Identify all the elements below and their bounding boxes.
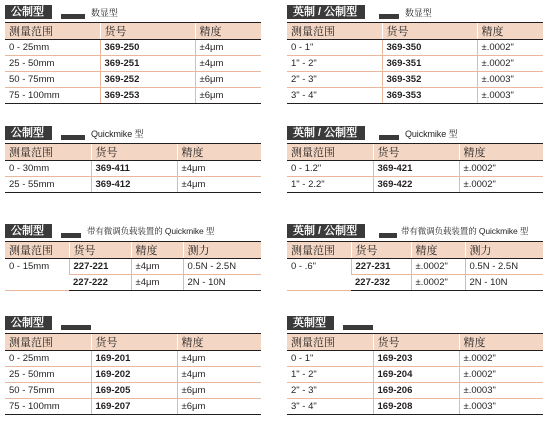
range-cell: 50 - 75mm	[5, 72, 100, 88]
section-tag: 英制 / 公制型	[287, 5, 365, 19]
table-header-row	[5, 334, 261, 351]
spec-table	[5, 333, 261, 415]
section-header	[5, 316, 261, 330]
accuracy-cell: ±6μm	[195, 72, 261, 88]
section-rule	[61, 325, 91, 330]
section-rule	[379, 14, 399, 19]
section-header	[287, 126, 543, 140]
section-header	[5, 5, 261, 19]
code-cell: 169-203	[373, 351, 459, 367]
code-header: 货号	[373, 334, 459, 351]
accuracy-cell: ±.0002"	[477, 40, 543, 56]
range-cell: 25 - 50mm	[5, 367, 91, 383]
table-header-row	[287, 334, 543, 351]
range-cell: 3" - 4"	[287, 399, 373, 415]
table-row	[287, 161, 543, 177]
range-cell: 75 - 100mm	[5, 399, 91, 415]
spec-table	[287, 241, 543, 291]
table-row	[287, 177, 543, 193]
table-row	[5, 88, 261, 104]
metric-quickmike-load-section	[5, 224, 261, 291]
range-header: 测量范围	[5, 334, 91, 351]
table-row	[5, 259, 261, 275]
code-cell: 227-222	[69, 275, 131, 291]
section-rule	[61, 233, 81, 238]
range-header: 测量范围	[287, 334, 373, 351]
accuracy-cell: ±4μm	[177, 367, 261, 383]
section-tag: 英制型	[287, 316, 334, 330]
table-header-row	[287, 23, 543, 40]
code-cell: 369-251	[100, 56, 195, 72]
table-row	[287, 367, 543, 383]
code-header: 货号	[373, 144, 459, 161]
range-cell: 1" - 2"	[287, 367, 373, 383]
section-subtitle: 数显型	[405, 8, 432, 18]
accuracy-cell: ±6μm	[177, 383, 261, 399]
range-header: 测量范围	[287, 23, 382, 40]
section-rule	[61, 14, 85, 19]
range-cell: 0 - .6"	[287, 259, 351, 291]
section-header	[5, 224, 261, 238]
code-cell: 369-253	[100, 88, 195, 104]
table-row	[5, 399, 261, 415]
range-cell: 1" - 2"	[287, 56, 382, 72]
section-rule	[343, 325, 373, 330]
code-cell: 369-353	[382, 88, 477, 104]
section-subtitle: 带有微调负载装置的 Quickmike 型	[87, 226, 215, 236]
range-cell: 0 - 25mm	[5, 40, 100, 56]
table-header-row	[287, 144, 543, 161]
range-cell: 0 - 1.2"	[287, 161, 373, 177]
metric-quickmike-section	[5, 126, 261, 193]
accuracy-header: 精度	[459, 334, 543, 351]
force-cell: 2N - 10N	[183, 275, 261, 291]
code-cell: 369-250	[100, 40, 195, 56]
code-cell: 169-207	[91, 399, 177, 415]
table-header-row	[5, 144, 261, 161]
table-row	[5, 367, 261, 383]
section-tag: 英制 / 公制型	[287, 224, 365, 238]
accuracy-header: 精度	[131, 242, 183, 259]
code-cell: 227-231	[351, 259, 411, 275]
range-cell: 0 - 30mm	[5, 161, 91, 177]
accuracy-cell: ±6μm	[177, 399, 261, 415]
section-tag: 公制型	[5, 316, 52, 330]
section-subtitle: 带有微调负载装置的 Quickmike 型	[401, 226, 529, 236]
code-cell: 369-350	[382, 40, 477, 56]
accuracy-header: 精度	[477, 23, 543, 40]
range-cell: 0 - 1"	[287, 351, 373, 367]
metric-section	[5, 316, 261, 415]
range-cell: 0 - 15mm	[5, 259, 69, 291]
code-cell: 369-421	[373, 161, 459, 177]
table-row	[5, 40, 261, 56]
accuracy-header: 精度	[177, 144, 261, 161]
accuracy-cell: ±.0002"	[411, 275, 465, 291]
accuracy-cell: ±.0003"	[477, 88, 543, 104]
section-header	[287, 316, 543, 330]
table-row	[287, 383, 543, 399]
code-header: 货号	[69, 242, 131, 259]
code-cell: 227-232	[351, 275, 411, 291]
accuracy-header: 精度	[411, 242, 465, 259]
code-cell: 169-206	[373, 383, 459, 399]
force-cell: 0.5N - 2.5N	[465, 259, 543, 275]
accuracy-cell: ±4μm	[177, 351, 261, 367]
table-row	[5, 351, 261, 367]
table-header-row	[5, 23, 261, 40]
imperial-section	[287, 316, 543, 415]
section-header	[287, 5, 543, 19]
spec-table	[5, 241, 261, 291]
spec-table	[287, 333, 543, 415]
accuracy-cell: ±4μm	[177, 177, 261, 193]
table-row	[287, 351, 543, 367]
code-cell: 169-208	[373, 399, 459, 415]
accuracy-cell: ±.0003"	[459, 399, 543, 415]
imperial-metric-quickmike-section	[287, 126, 543, 193]
accuracy-cell: ±6μm	[195, 88, 261, 104]
accuracy-cell: ±.0002"	[459, 351, 543, 367]
accuracy-cell: ±.0002"	[411, 259, 465, 275]
accuracy-cell: ±.0003"	[477, 72, 543, 88]
accuracy-cell: ±4μm	[195, 56, 261, 72]
range-header: 测量范围	[5, 23, 100, 40]
table-row	[287, 40, 543, 56]
spec-table	[5, 22, 261, 104]
table-row	[5, 383, 261, 399]
table-row	[5, 72, 261, 88]
code-cell: 369-422	[373, 177, 459, 193]
accuracy-cell: ±4μm	[177, 161, 261, 177]
section-header	[5, 126, 261, 140]
code-header: 货号	[91, 334, 177, 351]
table-row	[287, 56, 543, 72]
spec-table	[287, 22, 543, 104]
range-cell: 1" - 2.2"	[287, 177, 373, 193]
accuracy-header: 精度	[459, 144, 543, 161]
code-cell: 369-412	[91, 177, 177, 193]
spec-table	[287, 143, 543, 193]
section-rule	[379, 233, 397, 238]
code-cell: 369-352	[382, 72, 477, 88]
section-subtitle: Quickmike 型	[405, 129, 458, 139]
code-header: 货号	[100, 23, 195, 40]
range-header: 测量范围	[5, 242, 69, 259]
table-row	[287, 259, 543, 275]
accuracy-cell: ±4μm	[131, 275, 183, 291]
code-header: 货号	[382, 23, 477, 40]
range-cell: 3" - 4"	[287, 88, 382, 104]
table-row	[5, 177, 261, 193]
imperial-metric-quickmike-load-section	[287, 224, 543, 291]
range-cell: 0 - 1"	[287, 40, 382, 56]
section-subtitle: 数显型	[91, 8, 118, 18]
code-header: 货号	[91, 144, 177, 161]
force-header: 测力	[183, 242, 261, 259]
section-rule	[379, 135, 399, 140]
accuracy-cell: ±.0002"	[477, 56, 543, 72]
accuracy-cell: ±4μm	[131, 259, 183, 275]
code-header: 货号	[351, 242, 411, 259]
table-header-row	[5, 242, 261, 259]
range-cell: 0 - 25mm	[5, 351, 91, 367]
range-header: 测量范围	[287, 242, 351, 259]
section-tag: 公制型	[5, 224, 52, 238]
code-cell: 369-411	[91, 161, 177, 177]
code-cell: 169-205	[91, 383, 177, 399]
section-tag: 英制 / 公制型	[287, 126, 365, 140]
table-header-row	[287, 242, 543, 259]
section-tag: 公制型	[5, 5, 52, 19]
table-row	[5, 56, 261, 72]
imperial-metric-digital-section	[287, 5, 543, 104]
accuracy-cell: ±.0003"	[459, 383, 543, 399]
code-cell: 369-252	[100, 72, 195, 88]
accuracy-header: 精度	[177, 334, 261, 351]
table-row	[287, 88, 543, 104]
force-cell: 2N - 10N	[465, 275, 543, 291]
force-cell: 0.5N - 2.5N	[183, 259, 261, 275]
code-cell: 169-201	[91, 351, 177, 367]
force-header: 测力	[465, 242, 543, 259]
code-cell: 369-351	[382, 56, 477, 72]
table-row	[287, 72, 543, 88]
metric-digital-section	[5, 5, 261, 104]
range-cell: 2" - 3"	[287, 383, 373, 399]
section-rule	[61, 135, 85, 140]
table-row	[287, 399, 543, 415]
accuracy-cell: ±.0002"	[459, 177, 543, 193]
section-header	[287, 224, 543, 238]
range-header: 测量范围	[5, 144, 91, 161]
code-cell: 227-221	[69, 259, 131, 275]
range-cell: 25 - 50mm	[5, 56, 100, 72]
accuracy-cell: ±.0002"	[459, 367, 543, 383]
accuracy-cell: ±.0002"	[459, 161, 543, 177]
range-cell: 75 - 100mm	[5, 88, 100, 104]
section-tag: 公制型	[5, 126, 52, 140]
code-cell: 169-204	[373, 367, 459, 383]
table-row	[5, 161, 261, 177]
accuracy-header: 精度	[195, 23, 261, 40]
accuracy-cell: ±4μm	[195, 40, 261, 56]
code-cell: 169-202	[91, 367, 177, 383]
range-cell: 2" - 3"	[287, 72, 382, 88]
range-cell: 25 - 55mm	[5, 177, 91, 193]
spec-table	[5, 143, 261, 193]
range-cell: 50 - 75mm	[5, 383, 91, 399]
section-subtitle: Quickmike 型	[91, 129, 144, 139]
range-header: 测量范围	[287, 144, 373, 161]
